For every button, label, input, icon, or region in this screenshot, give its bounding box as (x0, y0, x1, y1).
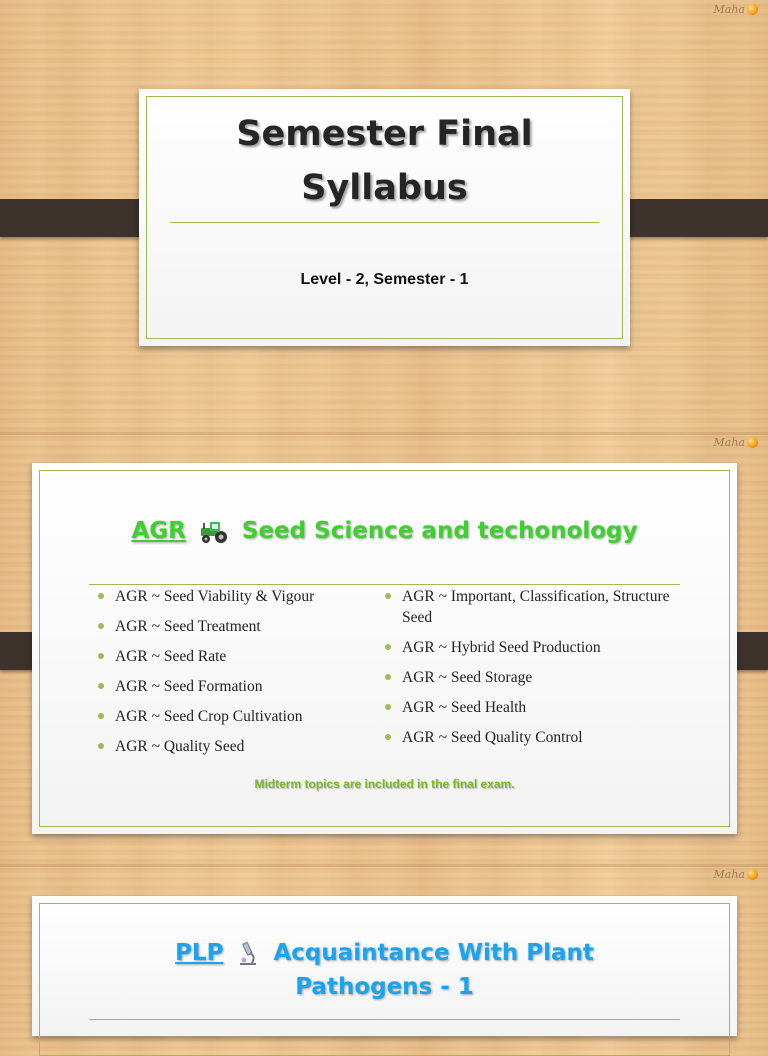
slide-title-line2: Syllabus (301, 168, 468, 208)
watermark-text: Maha (713, 436, 745, 449)
title-card (139, 89, 630, 346)
list-item: AGR ~ Seed Viability & Vigour (95, 586, 375, 607)
list-item: AGR ~ Seed Crop Cultivation (95, 706, 375, 727)
list-item: AGR ~ Seed Treatment (95, 616, 375, 637)
divider (170, 222, 599, 223)
list-item: AGR ~ Quality Seed (95, 736, 375, 757)
list-item: AGR ~ Seed Quality Control (382, 727, 682, 748)
slide-separator (0, 432, 768, 435)
list-item: AGR ~ Important, Classification, Structure Seed (382, 586, 682, 628)
divider (89, 584, 680, 585)
list-item: AGR ~ Seed Rate (95, 646, 375, 667)
course-title: Seed Science and techonology (241, 518, 638, 544)
list-item: AGR ~ Seed Storage (382, 667, 682, 688)
syllabus-card (32, 896, 737, 1036)
list-item: AGR ~ Hybrid Seed Production (382, 637, 682, 658)
list-item: AGR ~ Seed Formation (95, 676, 375, 697)
right-strap (613, 199, 768, 237)
microscope-icon (235, 941, 261, 967)
slide-subtitle: Level - 2, Semester - 1 (300, 271, 469, 288)
orange-orb-icon (747, 437, 758, 448)
course-heading (32, 518, 737, 544)
orange-orb-icon (747, 4, 758, 15)
course-code: AGR (131, 518, 186, 544)
left-strap (0, 199, 156, 237)
topic-list-left (95, 586, 375, 766)
tractor-icon (198, 520, 230, 544)
course-code: PLP (175, 940, 224, 966)
course-title-line2: Pathogens - 1 (295, 974, 474, 1000)
watermark (714, 868, 758, 881)
course-heading (32, 936, 737, 1004)
watermark (714, 436, 758, 449)
syllabus-card (32, 463, 737, 834)
orange-orb-icon (747, 869, 758, 880)
slide-separator (0, 864, 768, 867)
slide-title-line1: Semester Final (236, 114, 533, 154)
watermark (714, 3, 758, 16)
midterm-note: Midterm topics are included in the final exam. (254, 777, 515, 791)
course-title-line1: Acquaintance With Plant (273, 940, 594, 966)
topic-list-right (382, 586, 682, 757)
divider (89, 1019, 680, 1020)
list-item: AGR ~ Seed Health (382, 697, 682, 718)
watermark-text: Maha (713, 3, 745, 16)
watermark-text: Maha (713, 868, 745, 881)
